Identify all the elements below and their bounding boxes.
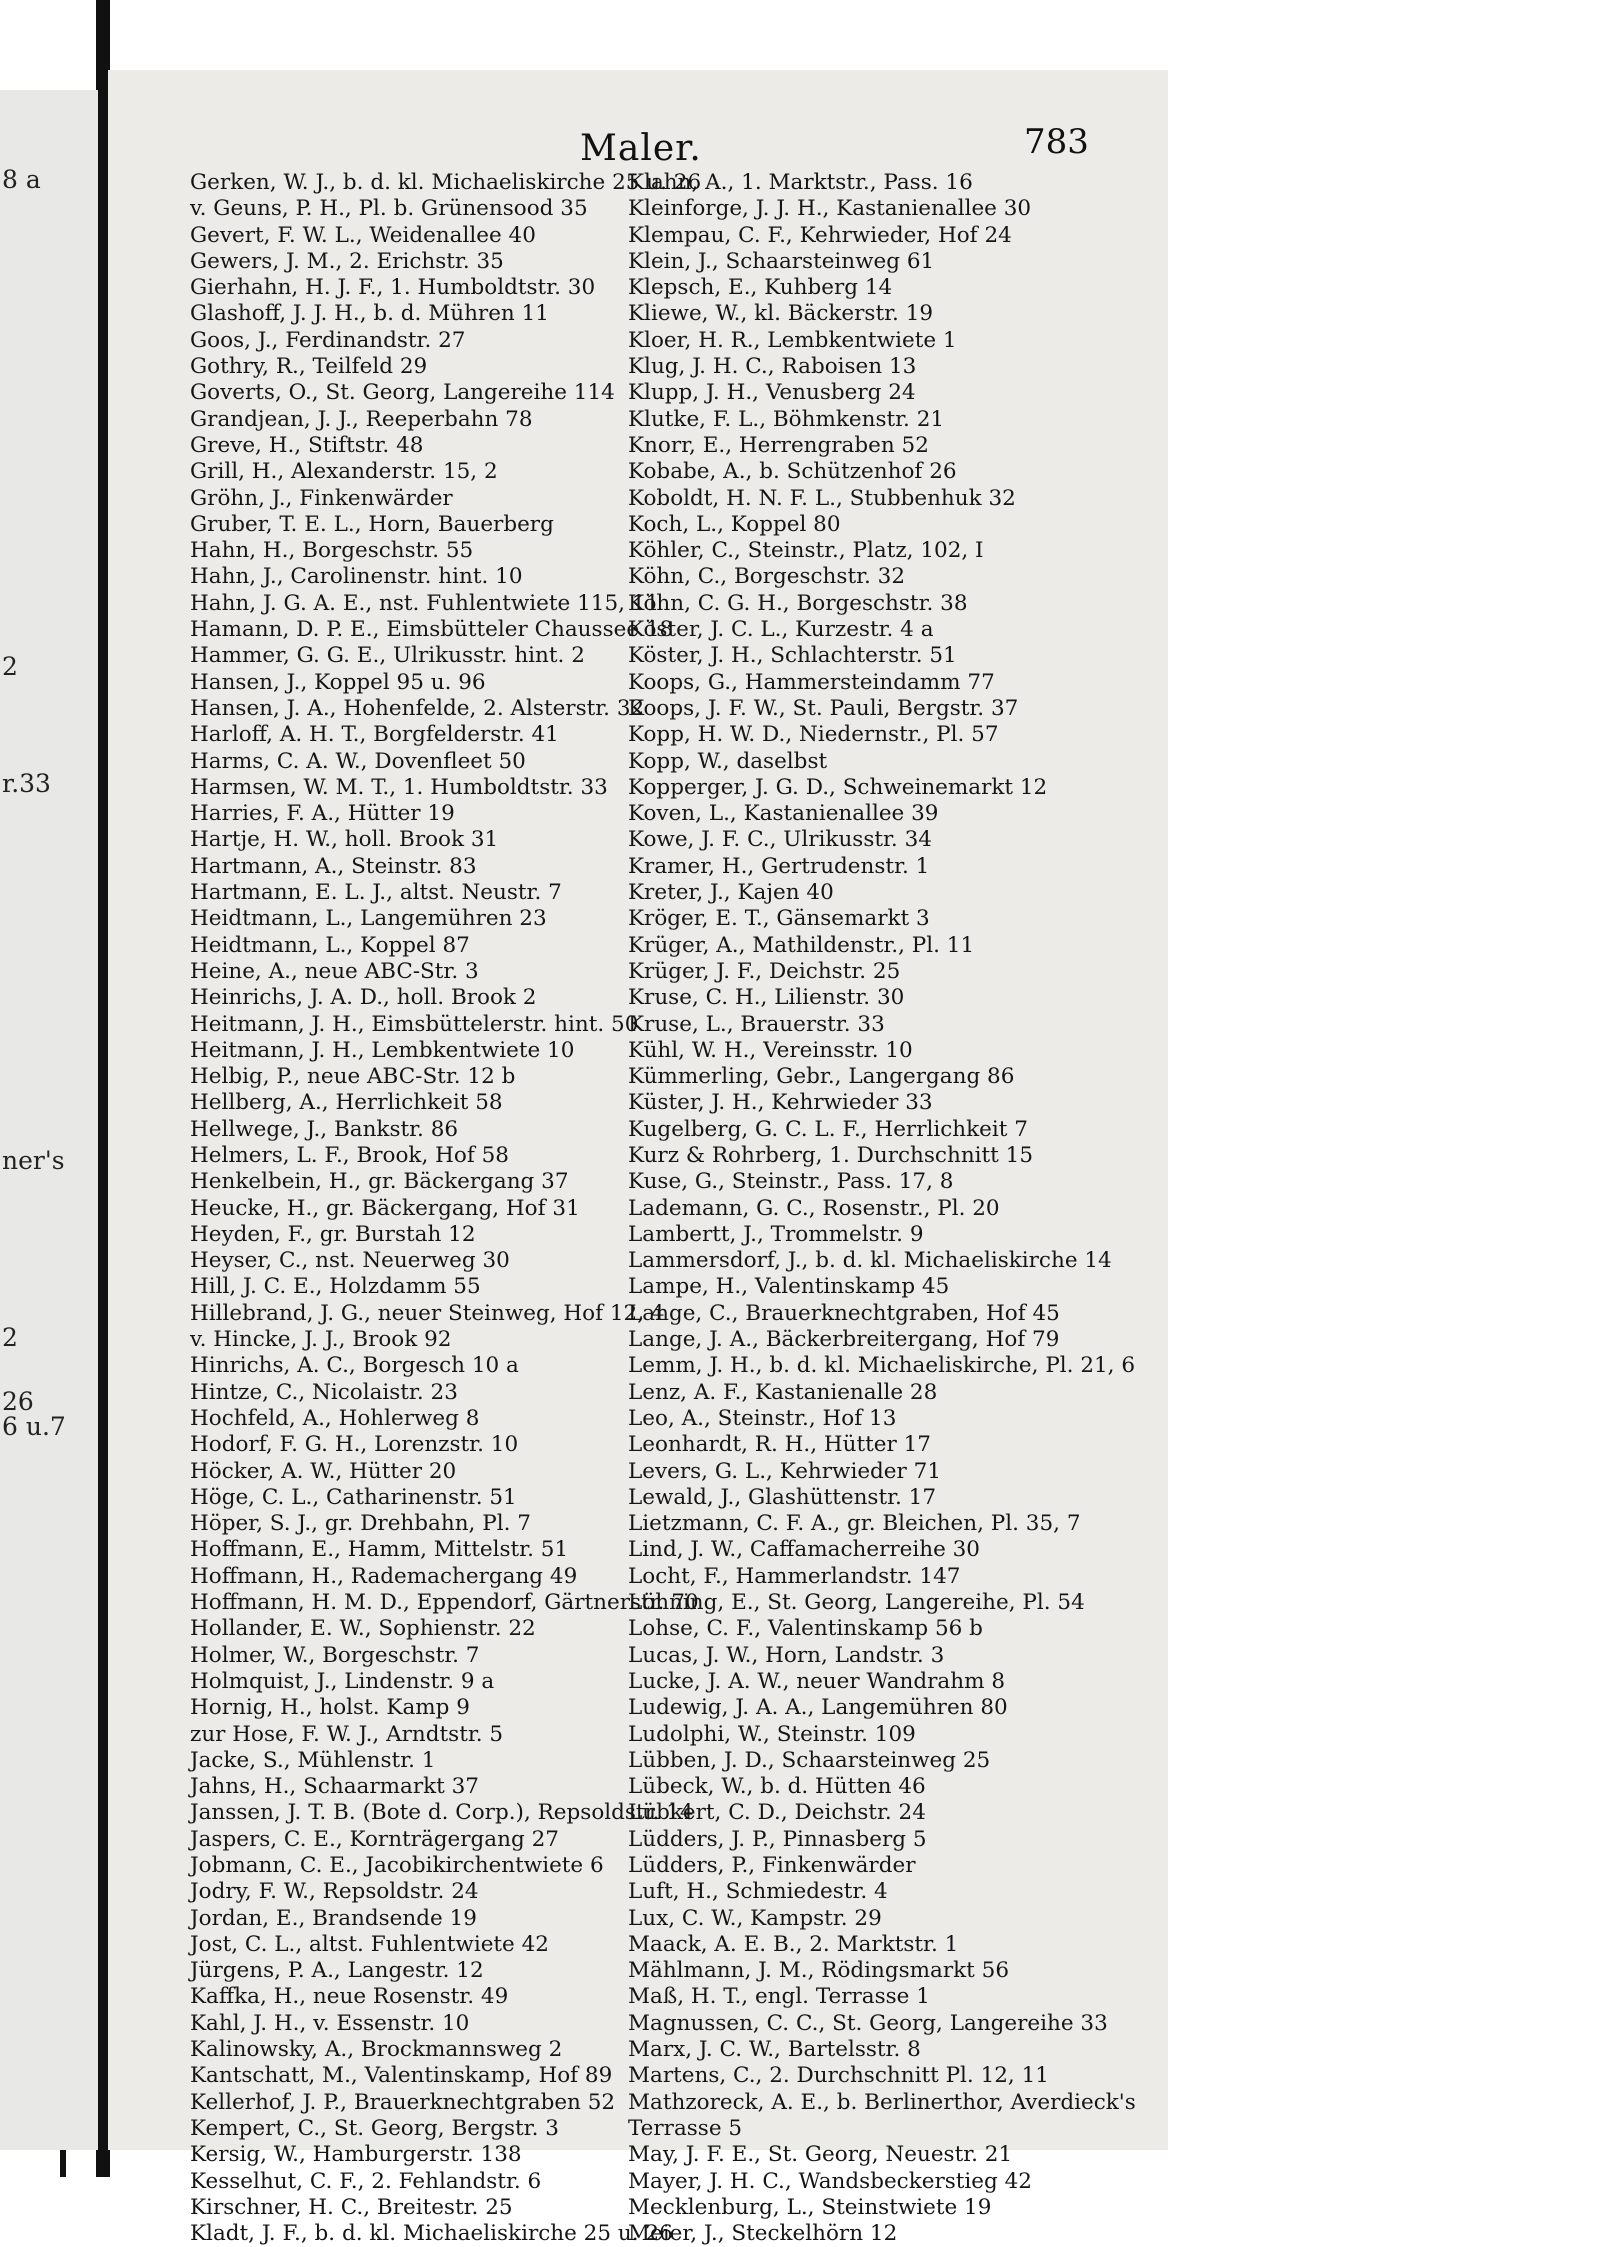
directory-entry: Lübkert, C. D., Deichstr. 24 <box>628 1800 926 1826</box>
directory-entry: Heitmann, J. H., Lembkentwiete 10 <box>190 1037 575 1063</box>
directory-entry: Kladt, J. F., b. d. kl. Michaeliskirche 25 u. 26 <box>190 2221 673 2247</box>
directory-entry: Lietzmann, C. F. A., gr. Bleichen, Pl. 35, 7 <box>628 1511 1081 1537</box>
directory-entry: Lohse, C. F., Valentinskamp 56 b <box>628 1616 983 1642</box>
directory-entry: Lademann, G. C., Rosenstr., Pl. 20 <box>628 1195 1000 1221</box>
directory-entry: Koops, J. F. W., St. Pauli, Bergstr. 37 <box>628 695 1019 721</box>
directory-entry: Küster, J. H., Kehrwieder 33 <box>628 1090 933 1116</box>
directory-entry: Kliewe, W., kl. Bäckerstr. 19 <box>628 301 934 327</box>
directory-entry: Koboldt, H. N. F. L., Stubbenhuk 32 <box>628 485 1016 511</box>
directory-entry: Jost, C. L., altst. Fuhlentwiete 42 <box>190 1931 549 1957</box>
directory-entry: Lux, C. W., Kampstr. 29 <box>628 1905 882 1931</box>
directory-entry: Hahn, H., Borgeschstr. 55 <box>190 538 474 564</box>
directory-entry: May, J. F. E., St. Georg, Neuestr. 21 <box>628 2142 1013 2168</box>
facing-page-fragment: 8 a <box>2 165 41 194</box>
directory-entry: Kramer, H., Gertrudenstr. 1 <box>628 853 930 879</box>
directory-entry: Harms, C. A. W., Dovenfleet 50 <box>190 748 526 774</box>
directory-entry: Holmquist, J., Lindenstr. 9 a <box>190 1668 495 1694</box>
directory-entry: Maack, A. E. B., 2. Marktstr. 1 <box>628 1931 959 1957</box>
directory-entry: Lewald, J., Glashüttenstr. 17 <box>628 1484 937 1510</box>
directory-entry: Harmsen, W. M. T., 1. Humboldtstr. 33 <box>190 774 608 800</box>
directory-entry: Köhler, C., Steinstr., Platz, 102, I <box>628 538 984 564</box>
directory-entry: Kurz & Rohrberg, 1. Durchschnitt 15 <box>628 1142 1034 1168</box>
directory-entry: Holmer, W., Borgeschstr. 7 <box>190 1642 480 1668</box>
directory-entry: Kantschatt, M., Valentinskamp, Hof 89 <box>190 2063 613 2089</box>
directory-entry: Hamann, D. P. E., Eimsbütteler Chaussee 18 <box>190 617 674 643</box>
directory-entry: Glashoff, J. J. H., b. d. Mühren 11 <box>190 301 549 327</box>
directory-entry: Hartje, H. W., holl. Brook 31 <box>190 827 499 853</box>
directory-entry: Harloff, A. H. T., Borgfelderstr. 41 <box>190 722 559 748</box>
page-number: 783 <box>1024 122 1089 162</box>
directory-entry: Kahl, J. H., v. Essenstr. 10 <box>190 2010 470 2036</box>
directory-entry: Gruber, T. E. L., Horn, Bauerberg <box>190 511 554 537</box>
directory-entry: Kopp, W., daselbst <box>628 748 828 774</box>
directory-entry: Lucas, J. W., Horn, Landstr. 3 <box>628 1642 945 1668</box>
directory-entry: Heyden, F., gr. Burstah 12 <box>190 1221 476 1247</box>
directory-entry: Kirschner, H. C., Breitestr. 25 <box>190 2194 513 2220</box>
directory-entry: Kalinowsky, A., Brockmannsweg 2 <box>190 2037 563 2063</box>
directory-entry: Kowe, J. F. C., Ulrikusstr. 34 <box>628 827 932 853</box>
directory-entry: Grandjean, J. J., Reeperbahn 78 <box>190 406 533 432</box>
directory-entry: Köhn, C., Borgeschstr. 32 <box>628 564 906 590</box>
directory-entry: Kesselhut, C. F., 2. Fehlandstr. 6 <box>190 2168 542 2194</box>
directory-entry: Heyser, C., nst. Neuerweg 30 <box>190 1248 510 1274</box>
directory-entry: Mayer, J. H. C., Wandsbeckerstieg 42 <box>628 2168 1032 2194</box>
directory-entry: Koven, L., Kastanienallee 39 <box>628 801 939 827</box>
directory-entry: Lampe, H., Valentinskamp 45 <box>628 1274 950 1300</box>
directory-entry: Hoffmann, H., Rademachergang 49 <box>190 1563 578 1589</box>
directory-entry: Hansen, J. A., Hohenfelde, 2. Alsterstr. 32 <box>190 695 645 721</box>
directory-entry: Heitmann, J. H., Eimsbüttelerstr. hint. 50 <box>190 1011 639 1037</box>
directory-entry: Knorr, E., Herrengraben 52 <box>628 432 929 458</box>
facing-page-fragment: 2 <box>2 1323 18 1352</box>
directory-entry: Lammersdorf, J., b. d. kl. Michaeliskirche 14 <box>628 1248 1112 1274</box>
directory-entry: Hartmann, E. L. J., altst. Neustr. 7 <box>190 880 562 906</box>
directory-entry: Luft, H., Schmiedestr. 4 <box>628 1879 888 1905</box>
directory-entry: Henkelbein, H., gr. Bäckergang 37 <box>190 1169 569 1195</box>
directory-entry: Hahn, J., Carolinenstr. hint. 10 <box>190 564 523 590</box>
directory-entry: Kleinforge, J. J. H., Kastanienallee 30 <box>628 196 1032 222</box>
directory-entry: Höcker, A. W., Hütter 20 <box>190 1458 457 1484</box>
directory-entry: Terrasse 5 <box>628 2115 743 2141</box>
directory-entry: Kloer, H. R., Lembkentwiete 1 <box>628 327 957 353</box>
directory-entry: Krüger, A., Mathildenstr., Pl. 11 <box>628 932 975 958</box>
directory-entry: Hollander, E. W., Sophienstr. 22 <box>190 1616 536 1642</box>
directory-entry: Kugelberg, G. C. L. F., Herrlichkeit 7 <box>628 1116 1028 1142</box>
directory-entry: Hellwege, J., Bankstr. 86 <box>190 1116 459 1142</box>
directory-entry: Maß, H. T., engl. Terrasse 1 <box>628 1984 930 2010</box>
directory-entry: Höge, C. L., Catharinenstr. 51 <box>190 1484 517 1510</box>
directory-entry: Meier, J., Steckelhörn 12 <box>628 2221 898 2247</box>
directory-entry: Köhn, C. G. H., Borgeschstr. 38 <box>628 590 968 616</box>
directory-entry: Lange, C., Brauerknechtgraben, Hof 45 <box>628 1300 1060 1326</box>
directory-entry: Heidtmann, L., Langemühren 23 <box>190 906 547 932</box>
directory-entry: v. Geuns, P. H., Pl. b. Grünensood 35 <box>190 196 588 222</box>
directory-entry: Heinrichs, J. A. D., holl. Brook 2 <box>190 985 537 1011</box>
directory-entry: Hochfeld, A., Hohlerweg 8 <box>190 1405 480 1431</box>
directory-entry: Lambertt, J., Trommelstr. 9 <box>628 1221 924 1247</box>
directory-entry: Leo, A., Steinstr., Hof 13 <box>628 1405 897 1431</box>
facing-page-fragment: 6 u.7 <box>2 1412 66 1441</box>
directory-entry: Hartmann, A., Steinstr. 83 <box>190 853 477 879</box>
directory-entry: Hill, J. C. E., Holzdamm 55 <box>190 1274 481 1300</box>
directory-entry: Kempert, C., St. Georg, Bergstr. 3 <box>190 2115 559 2141</box>
directory-entry: Harries, F. A., Hütter 19 <box>190 801 455 827</box>
directory-entry: Lemm, J. H., b. d. kl. Michaeliskirche, Pl. 21, 6 <box>628 1353 1136 1379</box>
directory-entry: Kuse, G., Steinstr., Pass. 17, 8 <box>628 1169 954 1195</box>
directory-entry: Hansen, J., Koppel 95 u. 96 <box>190 669 486 695</box>
directory-entry: Jaspers, C. E., Kornträgergang 27 <box>190 1826 559 1852</box>
directory-entry: Kruse, C. H., Lilienstr. 30 <box>628 985 905 1011</box>
directory-entry: Klepsch, E., Kuhberg 14 <box>628 275 893 301</box>
facing-page-fragment: 26 <box>2 1387 34 1416</box>
directory-entry: Gerken, W. J., b. d. kl. Michaeliskirche 25 u. 26 <box>190 170 702 195</box>
directory-entry: Jürgens, P. A., Langestr. 12 <box>190 1958 484 1984</box>
directory-entry: Klupp, J. H., Venusberg 24 <box>628 380 916 406</box>
directory-entry: Kümmerling, Gebr., Langergang 86 <box>628 1064 1015 1090</box>
directory-entry: Jobmann, C. E., Jacobikirchentwiete 6 <box>190 1853 604 1878</box>
directory-entry: Löhning, E., St. Georg, Langereihe, Pl. 54 <box>628 1590 1085 1616</box>
directory-entry: Gierhahn, H. J. F., 1. Humboldtstr. 30 <box>190 275 596 301</box>
directory-entry: Greve, H., Stiftstr. 48 <box>190 432 424 458</box>
directory-entry: Klempau, C. F., Kehrwieder, Hof 24 <box>628 222 1012 248</box>
directory-entry: Lüdders, J. P., Pinnasberg 5 <box>628 1826 927 1852</box>
directory-entry: Kruse, L., Brauerstr. 33 <box>628 1011 885 1037</box>
directory-entry: Heine, A., neue ABC-Str. 3 <box>190 958 479 984</box>
directory-entry: Locht, F., Hammerlandstr. 147 <box>628 1563 961 1589</box>
directory-entry: Lüdders, P., Finkenwärder <box>628 1853 916 1878</box>
facing-page-fragment: 2 <box>2 652 18 681</box>
directory-entry: Gothry, R., Teilfeld 29 <box>190 354 428 380</box>
directory-entry: Goverts, O., St. Georg, Langereihe 114 <box>190 380 615 406</box>
directory-entry: Köster, J. H., Schlachterstr. 51 <box>628 643 957 669</box>
directory-entry: Goos, J., Ferdinandstr. 27 <box>190 327 466 353</box>
directory-entry: Hammer, G. G. E., Ulrikusstr. hint. 2 <box>190 643 585 669</box>
directory-entry: Mecklenburg, L., Steinstwiete 19 <box>628 2194 992 2220</box>
directory-entry: Mählmann, J. M., Rödingsmarkt 56 <box>628 1958 1010 1984</box>
directory-entry: Jordan, E., Brandsende 19 <box>190 1905 477 1931</box>
directory-entry: Hahn, J. G. A. E., nst. Fuhlentwiete 115, 11 <box>190 590 660 616</box>
directory-entry: Lübeck, W., b. d. Hütten 46 <box>628 1774 926 1800</box>
directory-entry: Kellerhof, J. P., Brauerknechtgraben 52 <box>190 2089 616 2115</box>
directory-entry: Lenz, A. F., Kastanienalle 28 <box>628 1379 938 1405</box>
directory-entry: Gevert, F. W. L., Weidenallee 40 <box>190 222 536 248</box>
directory-entry: Jodry, F. W., Repsoldstr. 24 <box>190 1879 479 1905</box>
directory-entry: Hillebrand, J. G., neuer Steinweg, Hof 12, 4 <box>190 1300 665 1326</box>
directory-entry: Koops, G., Hammersteindamm 77 <box>628 669 995 695</box>
directory-entry: Gewers, J. M., 2. Erichstr. 35 <box>190 248 504 274</box>
directory-entry: Hintze, C., Nicolaistr. 23 <box>190 1379 458 1405</box>
directory-entry: Hinrichs, A. C., Borgesch 10 a <box>190 1353 519 1379</box>
directory-entry: Leonhardt, R. H., Hütter 17 <box>628 1432 931 1458</box>
directory-entry: Janssen, J. T. B. (Bote d. Corp.), Repsoldstr. 14 <box>190 1800 694 1826</box>
directory-entry: Lübben, J. D., Schaarsteinweg 25 <box>628 1747 991 1773</box>
directory-entry: Krüger, J. F., Deichstr. 25 <box>628 958 901 984</box>
directory-entry: Köster, J. C. L., Kurzestr. 4 a <box>628 617 934 643</box>
directory-entry: v. Hincke, J. J., Brook 92 <box>190 1327 452 1353</box>
directory-entry: Lucke, J. A. W., neuer Wandrahm 8 <box>628 1668 1005 1694</box>
directory-entry: Gröhn, J., Finkenwärder <box>190 485 453 511</box>
directory-entry: Klein, J., Schaarsteinweg 61 <box>628 248 935 274</box>
facing-page-edge <box>0 90 98 2150</box>
directory-entry: Kopperger, J. G. D., Schweinemarkt 12 <box>628 774 1048 800</box>
directory-entry: Magnussen, C. C., St. Georg, Langereihe 33 <box>628 2010 1108 2036</box>
directory-entry: Helmers, L. F., Brook, Hof 58 <box>190 1142 509 1168</box>
directory-entry: Kröger, E. T., Gänsemarkt 3 <box>628 906 930 932</box>
directory-entry: Hoffmann, E., Hamm, Mittelstr. 51 <box>190 1537 569 1563</box>
directory-entry: Jahns, H., Schaarmarkt 37 <box>190 1774 479 1800</box>
directory-entry: Koch, L., Koppel 80 <box>628 511 841 537</box>
directory-entry: Kopp, H. W. D., Niedernstr., Pl. 57 <box>628 722 999 748</box>
directory-entry: Grill, H., Alexanderstr. 15, 2 <box>190 459 498 485</box>
directory-entry: Klug, J. H. C., Raboisen 13 <box>628 354 917 380</box>
directory-entry: Klutke, F. L., Böhmkenstr. 21 <box>628 406 945 432</box>
directory-entry: Jacke, S., Mühlenstr. 1 <box>190 1747 436 1773</box>
directory-entry: Kersig, W., Hamburgerstr. 138 <box>190 2142 522 2168</box>
directory-entry: Kühl, W. H., Vereinsstr. 10 <box>628 1037 913 1063</box>
facing-page-fragment: ner's <box>2 1146 65 1175</box>
directory-entry: Ludolphi, W., Steinstr. 109 <box>628 1721 916 1747</box>
directory-entry: Hodorf, F. G. H., Lorenzstr. 10 <box>190 1432 519 1458</box>
directory-entry: Kaffka, H., neue Rosenstr. 49 <box>190 1984 509 2010</box>
facing-page-fragment: r.33 <box>2 769 51 798</box>
directory-entry: Martens, C., 2. Durchschnitt Pl. 12, 11 <box>628 2063 1049 2089</box>
directory-entry: Ludewig, J. A. A., Langemühren 80 <box>628 1695 1008 1721</box>
directory-entry: Marx, J. C. W., Bartelsstr. 8 <box>628 2037 921 2063</box>
directory-entry: Kobabe, A., b. Schützenhof 26 <box>628 459 957 485</box>
directory-entry: Lange, J. A., Bäckerbreitergang, Hof 79 <box>628 1327 1060 1353</box>
directory-entry: Levers, G. L., Kehrwieder 71 <box>628 1458 941 1484</box>
directory-entry: Hoffmann, H. M. D., Eppendorf, Gärtnerstr. 70 <box>190 1590 699 1616</box>
directory-entry: Höper, S. J., gr. Drehbahn, Pl. 7 <box>190 1511 531 1537</box>
directory-column-right <box>628 170 1148 2247</box>
directory-entry: Heucke, H., gr. Bäckergang, Hof 31 <box>190 1195 580 1221</box>
directory-entry: Hellberg, A., Herrlichkeit 58 <box>190 1090 503 1116</box>
directory-entry: Kreter, J., Kajen 40 <box>628 880 834 906</box>
running-head: Maler. <box>580 128 702 169</box>
directory-entry: Lind, J. W., Caffamacherreihe 30 <box>628 1537 980 1563</box>
directory-entry: Heidtmann, L., Koppel 87 <box>190 932 470 958</box>
directory-entry: Hornig, H., holst. Kamp 9 <box>190 1695 470 1721</box>
directory-entry: zur Hose, F. W. J., Arndtstr. 5 <box>190 1721 504 1747</box>
directory-entry: Mathzoreck, A. E., b. Berlinerthor, Averdieck's <box>628 2089 1136 2115</box>
directory-entry: Klahn, A., 1. Marktstr., Pass. 16 <box>628 170 973 195</box>
directory-entry: Helbig, P., neue ABC-Str. 12 b <box>190 1064 516 1090</box>
